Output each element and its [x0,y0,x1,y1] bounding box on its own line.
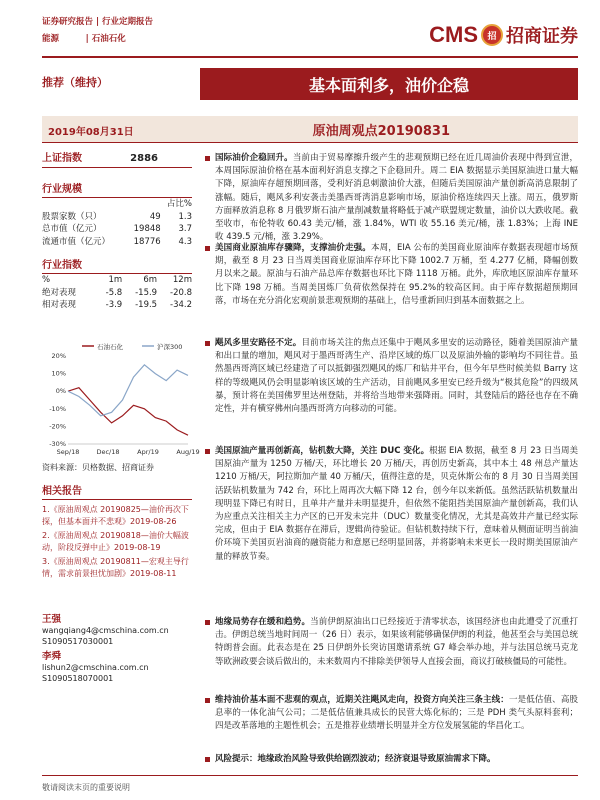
paragraph [205,616,578,669]
header-rule [42,56,578,58]
scale-value: 18776 [133,236,161,247]
paragraph-body: 一是低估值、高股息率的一体化油气公司；二是低估值兼具成长的民营大炼化标的；三是 PDH 类气头原料套利；四是改革落地的主题性机会；五是推荐业绩增长明显并全方位发展氢能的华昌化工。 [215,695,578,732]
table-row [42,236,192,249]
logo-cn: 招商证券 [506,26,578,47]
y-tick-label: -20% [49,422,66,431]
perf-value: -20.8 [170,287,192,298]
main-body [205,616,578,669]
footer-rule [42,775,578,776]
header-tags: 证券研究报告 | 行业定期报告 能源 | 石油石化 [42,14,153,48]
x-tick-label: Apr/19 [137,448,159,456]
y-tick-label: -30% [49,440,66,448]
perf-label: 绝对表现 [42,287,77,298]
report-type: 证券研究报告 [42,17,94,27]
perf-header: % [42,275,51,285]
paragraph [205,152,578,244]
scale-value: 19848 [133,224,161,234]
paragraph-lead: 国际油价企稳回升。 [215,153,293,163]
y-tick-label: 0% [55,387,66,396]
x-tick-label: Dec/18 [96,448,120,456]
paragraph-body: 地缘政治风险导致供给剧烈波动；经济衰退导致原油需求下降。 [257,754,496,764]
table-row [42,287,192,300]
paragraph-lead: 维持油价基本面不悲观的观点，近期关注飓风走向，投资方向关注三条主线： [215,695,509,705]
paragraph-body: 本周，EIA 公布的美国商业原油库存数据表现超市场预期，截至 8 月 23 日当周美国商业原油库存环比下降 1002.7 万桶，至 4.277 亿桶，降幅创数月以来之最。原油与石油产品总库存数据也环比下降 1118 万桶。此外，库欣地区原油库存量环比下降 198 万桶。当周美国炼厂负荷依然保持在 95.2%的较高区间。由于库存数据超预期回落，市场在充分消化宏观前景悲观预期的基础上，信号重新回归到基本面数据之上。 [215,243,578,306]
scale-pct: 1.3 [178,211,192,222]
series-line [68,388,188,436]
report-title [200,68,578,100]
perf-label: 相对表现 [42,300,77,310]
perf-value: -15.9 [135,287,158,298]
related-report-link[interactable]: 1.《原油周观点 20190825—油价再次下探，但基本面并不悲观》2019-08-26 [42,505,189,526]
related-title: 相关报告 [42,482,192,500]
perf-header: 1m [108,275,123,285]
logo-cms: CMS [429,22,478,47]
rating: 推荐（维持） [42,76,108,89]
paragraph [205,694,578,734]
scale-pct: 3.7 [178,224,192,234]
paragraph-lead: 风险提示： [215,754,258,764]
company-logo [429,18,578,52]
scale-table [42,198,192,248]
paragraph [205,337,578,416]
analyst-email[interactable]: lishun2@cmschina.com.cn [42,663,149,672]
perf-table [42,274,192,312]
paragraph-lead: 美国原油产量再创新高，钻机数大降，关注 DUC 变化。 [215,446,430,456]
scale-pct: 4.3 [178,236,192,247]
sector: 能源 [42,34,60,44]
analyst-name: 李舜 [42,651,62,662]
scale-pct-header: 占比% [166,199,192,209]
main-body [205,152,578,244]
index-value: 2886 [130,153,158,164]
analyst-email[interactable]: wangqiang4@cmschina.com.cn [42,626,169,635]
perf-title: 行业指数 [42,256,192,274]
scale-label: 流通市值（亿元） [42,236,111,247]
table-row [42,211,192,224]
table-row [42,223,192,236]
report-date: 2019年08月31日 [48,127,134,138]
main-body [205,242,578,308]
report-subtitle: 原油周观点20190831 [312,124,450,139]
y-tick-label: -10% [49,404,66,413]
perf-header: 12m [172,275,192,285]
y-tick-label: 10% [51,369,66,378]
index-label: 上证指数 [42,153,82,164]
performance-chart [42,340,200,460]
sub-sector: 石油石化 [91,34,126,44]
table-row [42,299,192,312]
main-body [205,694,578,734]
paragraph-lead: 美国商业原油库存骤降，支撑油价走强。 [215,243,371,253]
analyst-name: 王强 [42,614,62,625]
main-body [205,753,578,766]
scale-label: 股票家数（只） [42,211,102,222]
paragraph-body: 当前由于贸易摩擦升级产生的悲观预期已经在近几周油价表现中得到宣泄，本周国际原油价格在基本面利好消息支撑之下企稳回升。周二 EIA 数据显示美国原油进口量大幅下降，原油库存超预期回落，受利好消息刺激油价大涨，但随后美国原油产量创新高消息限制了涨幅。随后，飓风多利安袭击美墨西哥湾消息影响市场，原油价格连续四天上涨。周五，俄罗斯方面释放消息称 8 月俄罗斯石油产量削减数量将略低于减产联盟规定数量，油价以大跌收尾。截至收市，布伦特收 60.43 美元/桶，涨 1.84%，WTI 收 55.16 美元/桶，涨 1.83%；上海 INE 收 439.5 元/桶，涨 3.29%。 [215,153,578,243]
paragraph-body: 当前伊朗原油出口已经接近于清零状态，该国经济也由此遭受了沉重打击。伊朗总统当地时间周一（26 日）表示，如果该利能够确保伊朗的利益，他甚至会与美国总统特朗普会面。此表态是在 25 日伊朗外长突访国邀请系统 G7 峰会举办地，并与法国总统马克龙等欧洲政要会谈后做出的，未来数周内不排除美伊领导人直接会面，商议打破核僵局的可能性。 [215,617,578,667]
scale-label: 总市值（亿元） [42,224,102,234]
perf-header: 6m [143,275,158,285]
related-report-link[interactable]: 2.《原油周观点 20190818—油价大幅波动，阶段反弹中止》2019-08-19 [42,531,189,552]
perf-value: -19.5 [135,300,158,310]
x-tick-label: Sep/18 [56,448,80,456]
legend-label: 石油石化 [97,343,123,351]
sidebar [42,152,192,312]
paragraph-body: 根据 EIA 数据，截至 8 月 23 日当周美国原油产量为 1250 万桶/天，环比增长 20 万桶/天，再创历史新高，其中本土 48 州总产量达 1210 万桶/天，阿拉斯加产量 40 万桶/天，值得注意的是，贝克休斯公布的 8 月 30 日当周美国活跃钻机数量为 742 台，环比上周再次大幅下降 12 台，创今年以来新低。虽然活跃钻机数量出现明显下降已有时日，且单井产量并未明显提升，但依然不能阻挡美国原油产量创新高，我们认为应重点关注相关主力产区的已开发未完井（DUC）数量变化情况，尤其是高效井产量已经实际完成，但由于 EIA 数据存在滞后，逻辑尚待验证。但钻机数持续下行，意味着从侧面证明当前油价环境下美国页岩油商的融资能力和意愿已经明显回落，并将影响未来更长一段时期美国原油产量的释放节奏。 [215,446,578,562]
x-tick-label: Aug/19 [176,448,200,456]
y-tick-label: 20% [51,352,66,360]
main-body [205,445,578,564]
scale-title: 行业规模 [42,180,192,198]
analyst-id: S1090518070001 [42,674,114,683]
paragraph [205,445,578,564]
paragraph [205,242,578,308]
perf-value: -5.8 [105,287,123,298]
perf-value: -34.2 [170,300,192,310]
logo-badge-icon: 招 [481,24,503,46]
paragraph-body: 目前市场关注的焦点还集中于飓风多里安的运动路径，随着美国原油产量和出口量的增加，飓风对于墨西哥湾生产、沿岸区域的炼厂以及原油外输的影响均不同往昔。虽然墨西哥湾区域已经建造了可以抵御强烈飓风的炼厂和钻井平台，但今年早些时候美似 Barry 这样的等级飓风仍会明显影响该区域的生产活动，目前飓风多里安已经升级为“极其危险”的四级风暴，预计将在美国佛罗里达州登陆，并将给当地带来强降雨。同时，其登陆后的路径也存在不确定性，并有横穿佛州向墨西哥湾方向移动的可能。 [215,338,578,415]
chart-source: 资料来源：贝格数据、招商证券 [42,463,154,472]
analyst-id: S1090517030001 [42,637,114,646]
legend-label: 沪深300 [157,343,183,351]
perf-value: -3.9 [105,300,123,310]
main-body [205,337,578,416]
series-line [68,365,188,416]
footer-note: 敬请阅读末页的重要说明 [42,783,130,792]
related-report-link[interactable]: 3.《原油周观点 20190811—宏观主导行情，需求前景担忧加剧》2019-08-11 [42,557,189,578]
related-section [42,478,192,582]
paragraph [205,753,578,766]
report-category: 行业定期报告 [102,17,154,27]
analyst-contacts [42,614,192,684]
paragraph-lead: 飓风多里安路径不定。 [215,338,302,348]
paragraph-lead: 地缘局势存在缓和趋势。 [215,617,311,627]
report-title-text: 基本面利多，油价企稳 [308,75,469,95]
scale-value: 49 [149,211,161,222]
